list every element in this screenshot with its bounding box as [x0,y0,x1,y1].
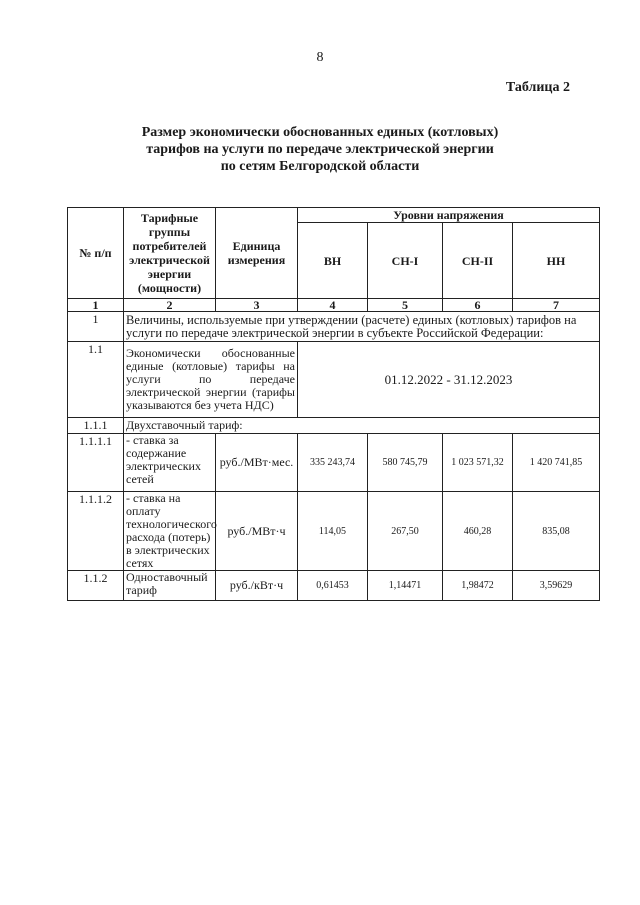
row-number: 1.1.1.1 [68,434,124,492]
value-sn1: 267,50 [368,492,443,571]
column-number: 7 [513,299,600,312]
row-text: Двухставочный тариф: [124,418,600,434]
table-row [68,571,600,601]
header-unit: Единица измерения [216,208,298,299]
tariff-period: 01.12.2022 - 31.12.2023 [298,342,600,418]
value-vn: 114,05 [298,492,368,571]
column-number: 5 [368,299,443,312]
row-number: 1.1 [68,342,124,418]
value-sn2: 1 023 571,32 [443,434,513,492]
value-sn2: 1,98472 [443,571,513,601]
row-number: 1 [68,312,124,342]
table-label: Таблица 2 [505,80,570,95]
table-row [68,492,600,571]
value-nn: 3,59629 [513,571,600,601]
table-row [68,434,600,492]
title-line: тарифов на услуги по передаче электрической энергии [146,142,494,157]
value-nn: 835,08 [513,492,600,571]
row-text: Экономически обоснованные единые (котловые) тарифы на услуги по передаче электрической энергии (тарифы указываются без учета НДС) [124,342,298,418]
row-number: 1.1.1 [68,418,124,434]
header-level-vn: ВН [298,223,368,299]
value-sn1: 1,14471 [368,571,443,601]
row-unit: руб./МВт·ч [216,492,298,571]
value-sn1: 580 745,79 [368,434,443,492]
column-number-row [68,299,600,312]
header-voltage-levels: Уровни напряжения [298,208,600,223]
document-title [100,124,540,175]
column-number: 3 [216,299,298,312]
row-text: - ставка за содержание электрических сетей [124,434,216,492]
page-number: 8 [316,50,324,65]
column-number: 2 [124,299,216,312]
row-text: Одноставочный тариф [124,571,216,601]
row-unit: руб./МВт·мес. [216,434,298,492]
value-sn2: 460,28 [443,492,513,571]
header-level-nn: НН [513,223,600,299]
table-row [68,312,600,342]
table-row [68,418,600,434]
value-vn: 0,61453 [298,571,368,601]
tariff-table [67,207,600,601]
header-groups: Тарифные группы потребителей электрической энергии (мощности) [124,208,216,299]
row-text: Величины, используемые при утверждении (расчете) единых (котловых) тарифов на услуги по передаче электрической энергии в субъекте Российской Федерации: [124,312,600,342]
row-text: - ставка на оплату технологического расхода (потерь) в электрических сетях [124,492,216,571]
row-unit: руб./кВт·ч [216,571,298,601]
header-level-sn1: СН-I [368,223,443,299]
row-number: 1.1.1.2 [68,492,124,571]
column-number: 6 [443,299,513,312]
row-number: 1.1.2 [68,571,124,601]
title-line: Размер экономически обоснованных единых (котловых) [141,125,499,140]
header-num: № п/п [68,208,124,299]
column-number: 4 [298,299,368,312]
value-vn: 335 243,74 [298,434,368,492]
header-level-sn2: СН-II [443,223,513,299]
column-number: 1 [68,299,124,312]
table-row [68,342,600,418]
title-line: по сетям Белгородской области [220,159,420,174]
value-nn: 1 420 741,85 [513,434,600,492]
